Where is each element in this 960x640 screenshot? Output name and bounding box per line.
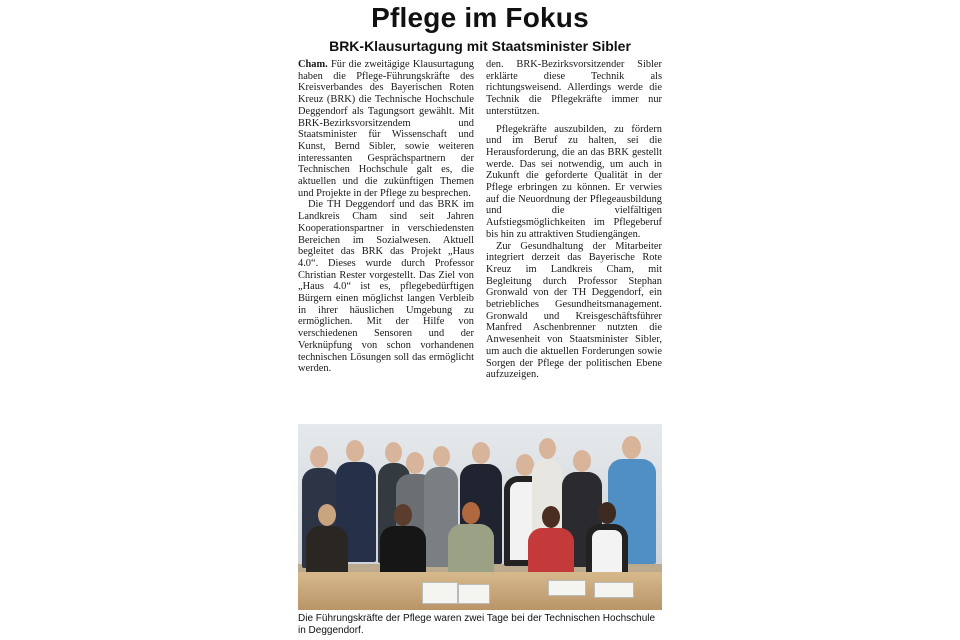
document-on-table (422, 582, 458, 604)
paragraph: den. BRK-Bezirksvorsitzender Sibler erklärte diese Technik als richtungsweisend. Allerdings werde die Technik die Pflegekräfte immer nur unterstützen. (486, 59, 662, 117)
paragraph: Zur Gesundhaltung der Mitarbeiter integriert derzeit das Bayerische Rote Kreuz im Landkreis Cham, mit Begleitung durch Professor Stephan Gronwald von der TH Deggendorf, ein betriebliches Gesundheitsmanagement. Gronwald und Kreisgeschäftsführer Manfred Aschenbrenner nutzten die Anwesenheit von Staatsminister Sibler, um auch die aktuellen Forderungen sowie Sorgen der Pflege der politischen Ebene aufzuzeigen. (486, 240, 662, 381)
dateline: Cham. (298, 59, 328, 70)
document-on-table (548, 580, 586, 596)
subheadline: BRK-Klausurtagung mit Staatsminister Sibler (329, 38, 631, 54)
article-column-right (486, 59, 662, 381)
paragraph: Cham. Für die zweitägige Klausurtagung haben die Pflege-Führungskräfte des Kreisverbandes des Bayerischen Roten Kreuz (BRK) die Technische Hochschule Deggendorf als Tagungsort gewählt. Mit BRK-Bezirksvorsitzendem und Staatsminister für Wissenschaft und Kunst, Bernd Sibler, sowie weiteren interessanten Gesprächspartnern der Technischen Hochschule galt es, die aktuellen und die zukünftigen Themen und Projekte in der Pflege zu besprechen. (298, 59, 474, 199)
document-on-table (458, 584, 490, 604)
paragraph: Die TH Deggendorf und das BRK im Landkreis Cham sind seit Jahren Kooperationspartner in verschiedensten Bereichen im Sozialwesen. Aktuell begleitet das BRK das Projekt „Haus 4.0“. Dieses wurde durch Professor Christian Rester vorgestellt. Das Ziel von „Haus 4.0“ ist es, pflegebedürftigen Bürgern einen möglichst langen Verbleib in ihrer häuslichen Umgebung zu ermöglichen. Mit der Hilfe von verschiedenen Sensoren und der Verknüpfung von schon vorhandenen technischen Lösungen soll das ermöglicht werden. (298, 199, 474, 375)
group-photo (298, 424, 662, 610)
paragraph: Pflegekräfte auszubilden, zu fördern und im Beruf zu halten, sei die Herausforderung, die an das BRK gestellt werde. Das sei notwendig, um auch in Zukunft die geforderte Qualität in der Pflege erbringen zu können. Er verwies auf die Neuordnung der Pflegeausbildung und die vielfältigen Aufstiegsmöglichkeiten im Pflegeberuf bis hin zu attraktiven Studiengängen. (486, 123, 662, 240)
photo-caption: Die Führungskräfte der Pflege waren zwei Tage bei der Technischen Hochschule in Deggendorf. (298, 613, 656, 636)
article-column-left (298, 59, 474, 375)
person (446, 502, 496, 582)
person (584, 502, 630, 582)
document-on-table (594, 582, 634, 598)
headline: Pflege im Fokus (371, 2, 589, 33)
